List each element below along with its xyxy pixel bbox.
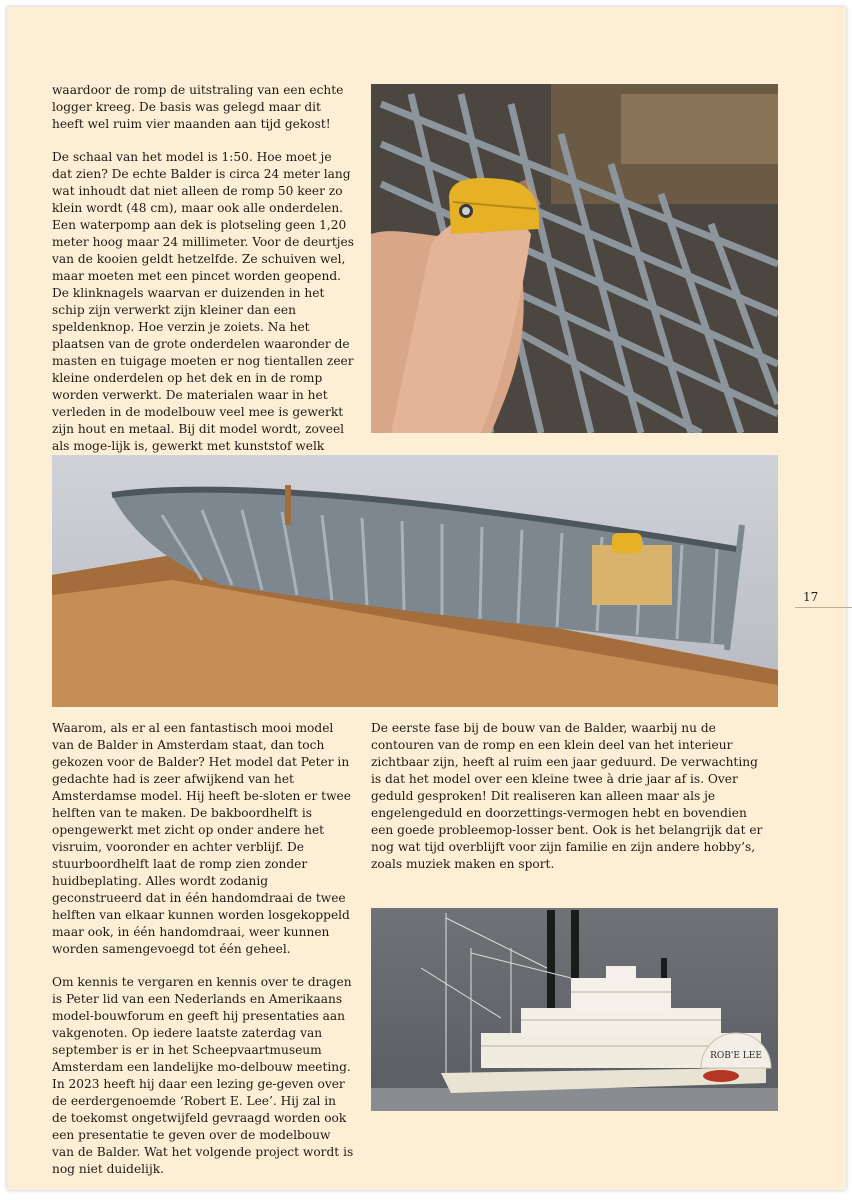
paragraph: Waarom, als er al een fantastisch mooi model van de Balder in Amsterdam staat, dan toch gekozen voor de Balder? Het model dat Peter in gedachte had is zeer afwijkend van het Amsterdamse model. Hij heeft be-sloten er twee helften van te maken. De bakboordhelft is opengewerkt met zicht op onder andere het visruim, vooronder en achter verblijf. De stuurboordhelft laat de romp zien zonder huidbeplating. Alles wordt zodanig geconstrueerd dat in één handomdraai de twee helften van elkaar kunnen worden losgekoppeld maar ook, in één handomdraai, weer kunnen worden samengevoegd tot één geheel. [52,721,351,956]
finger-photo-drawing [371,84,778,433]
photo-finger-with-part [371,84,778,433]
photo-steamboat-model [371,908,778,1111]
steamboat-photo-drawing [371,908,778,1111]
article-text-top-left [52,82,354,472]
photo-hull-frame [52,455,778,707]
paragraph: waardoor de romp de uitstraling van een echte logger kreeg. De basis was gelegd maar dit heeft wel ruim vier maanden aan tijd gekost! [52,83,344,131]
page-number: 17 [803,590,819,604]
paragraph: Om kennis te vergaren en kennis over te dragen is Peter lid van een Nederlands en Amerikaans model-bouwforum en geeft hij presentaties aan vakgenoten. Op iedere laatste zaterdag van september is er in het Scheepvaartmuseum Amsterdam een landelijke mo-delbouw meeting. In 2023 heeft hij daar een lezing ge-geven over de eerdergenoemde ‘Robert E. Lee’. Hij zal in de toekomst ongetwijfeld gevraagd worden ook een presentatie te geven over de modelbouw van de Balder. Wat het volgende project wordt is nog niet duidelijk. [52,975,354,1176]
paragraph: De schaal van het model is 1:50. Hoe moet je dat zien? De echte Balder is circa 24 meter lang wat inhoudt dat niet alleen de romp 50 keer zo klein wordt (48 cm), maar ook alle onderdelen. Een waterpomp aan dek is plotseling geen 1,20 meter hoog maar 24 millimeter. Voor de deurtjes van de kooien geldt hetzelfde. Ze schuiven wel, maar moeten met een pincet worden geopend. De klinknagels waarvan er duizenden in het schip zijn verwerkt zijn kleiner dan een speldenknop. Hoe verzin je zoiets. Na het plaatsen van de grote onderdelen waaronder de masten en tuigage moeten er nog tientallen zeer kleine onderdelen op het dek en in de romp worden verwerkt. De materialen waar in het verleden in de modelbouw veel mee is gewerkt zijn hout en metaal. Bij dit model wordt, zoveel als moge-lijk is, gewerkt met kunststof welk [52,150,354,453]
paragraph: De eerste fase bij de bouw van de Balder, waarbij nu de contouren van de romp en een klein deel van het interieur zichtbaar zijn, heeft al ruim een jaar geduurd. De verwachting is dat het model over een kleine twee à drie jaar af is. Over geduld gesproken! Dit realiseren kan alleen maar als je engelengeduld en doorzettings-vermogen hebt en bovendien een goede probleemop-losser bent. Ook is het belangrijk dat er nog wat tijd overblijft voor zijn familie en zijn andere hobby’s, zoals muziek maken en sport. [371,721,763,871]
page-number-rule [795,607,852,608]
magazine-page [7,7,846,1190]
steamboat-name-label: ROB'E LEE [710,1051,762,1061]
hull-photo-drawing [52,455,778,707]
article-text-bottom-left [52,720,354,1178]
article-text-bottom-right [371,720,763,873]
